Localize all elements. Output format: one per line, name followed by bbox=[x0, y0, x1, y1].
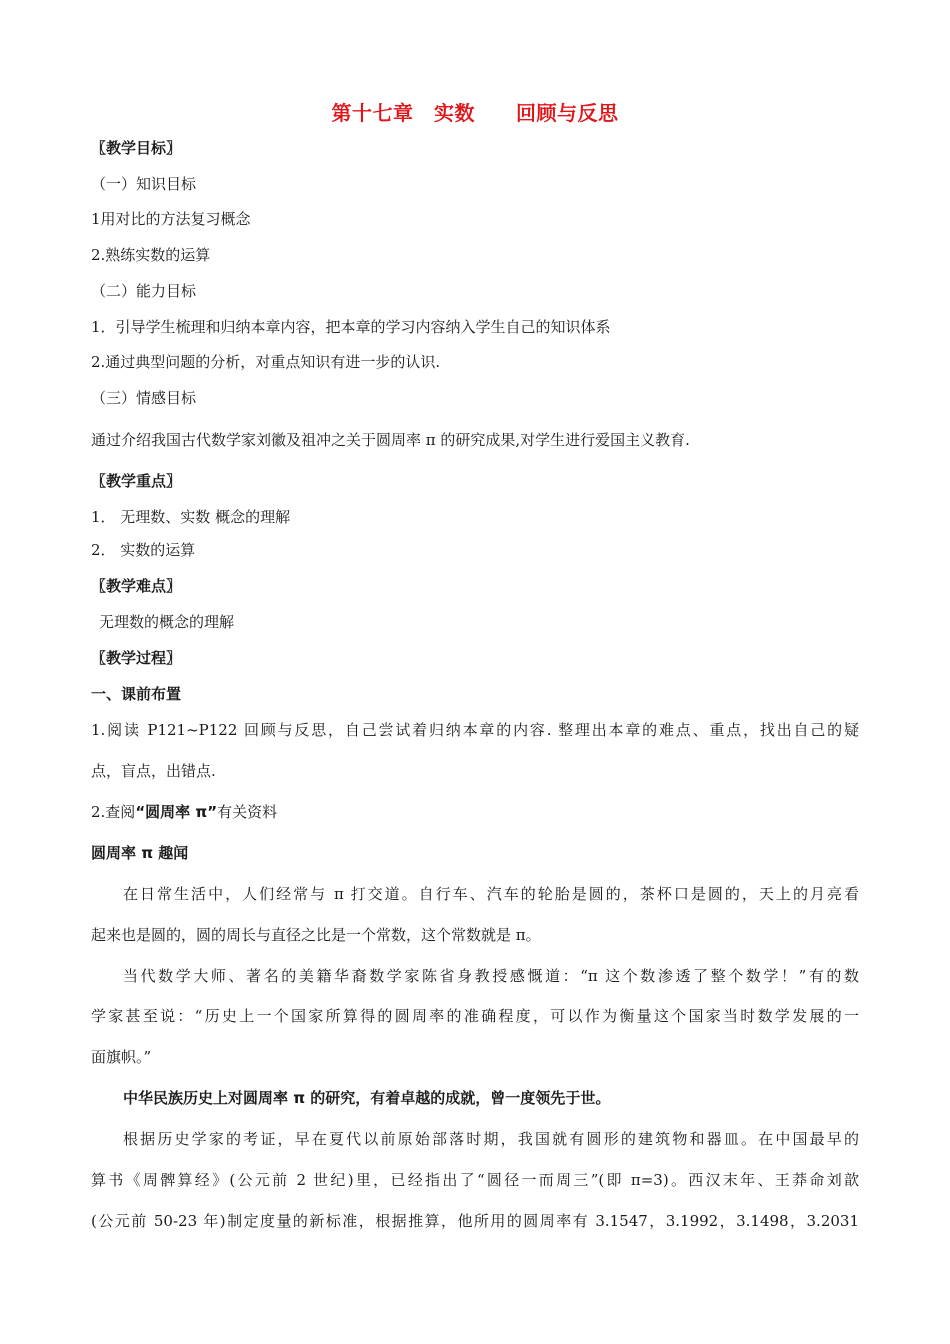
paragraph-line: 学家甚至说：“历史上一个国家所算得的圆周率的准确程度，可以作为衡量这个国家当时数学发展的一 bbox=[91, 1007, 859, 1025]
subheading-emotion: （三）情感目标 bbox=[91, 389, 197, 407]
paragraph-line: 当代数学大师、著名的美籍华裔数学家陈省身教授感慨道：“π 这个数渗透了整个数学！”有的数 bbox=[123, 967, 859, 985]
paragraph-line: 起来也是圆的，圆的周长与直径之比是一个常数，这个常数就是 π。 bbox=[91, 926, 541, 944]
list-item: 1．引导学生梳理和归纳本章内容，把本章的学习内容纳入学生自己的知识体系 bbox=[91, 318, 611, 336]
paragraph-line: 在日常生活中，人们经常与 π 打交道。自行车、汽车的轮胎是圆的，茶杯口是圆的，天上的月亮看 bbox=[123, 885, 859, 903]
item2-prefix: 2.查阅 bbox=[91, 803, 136, 821]
list-item: 1． 无理数、实数 概念的理解 bbox=[91, 508, 291, 526]
paragraph: 通过介绍我国古代数学家刘徽及祖冲之关于圆周率 π 的研究成果,对学生进行爱国主义教育. bbox=[91, 431, 690, 449]
section-heading-key: 〖教学重点〗 bbox=[91, 472, 182, 490]
paragraph-line: 面旗帜。” bbox=[91, 1048, 152, 1066]
list-item: 2.通过典型问题的分析，对重点知识有进一步的认识. bbox=[91, 353, 441, 371]
paragraph-line: 根据历史学家的考证，早在夏代以前原始部落时期，我国就有圆形的建筑物和器皿。在中国最早的 bbox=[123, 1130, 859, 1148]
paragraph-line bbox=[91, 802, 277, 822]
page-title: 第十七章 实数 回顾与反思 bbox=[331, 101, 619, 125]
subsection-heading-pi: 圆周率 π 趣闻 bbox=[91, 844, 189, 862]
subheading-ability: （二）能力目标 bbox=[91, 282, 197, 300]
paragraph-line: (公元前 50-23 年)制定度量的新标准，根据推算，他所用的圆周率有 3.1547，3.1992，3.1498，3.2031 bbox=[91, 1212, 859, 1230]
section-heading-goals: 〖教学目标〗 bbox=[91, 139, 182, 157]
section-heading-difficulty: 〖教学难点〗 bbox=[91, 577, 182, 595]
paragraph-line: 算书《周髀算经》(公元前 2 世纪)里，已经指出了“圆径一而周三”(即 π=3)。西汉末年、王莽命刘歆 bbox=[91, 1171, 859, 1189]
item2-suffix: 有关资料 bbox=[217, 803, 278, 821]
list-item: 无理数的概念的理解 bbox=[99, 613, 235, 631]
list-item: 1用对比的方法复习概念 bbox=[91, 210, 251, 228]
paragraph-line: 1.阅读 P121~P122 回顾与反思，自己尝试着归纳本章的内容. 整理出本章的难点、重点，找出自己的疑 bbox=[91, 721, 859, 739]
subsection-heading: 一、课前布置 bbox=[91, 685, 182, 703]
subheading-knowledge: （一）知识目标 bbox=[91, 175, 197, 193]
section-heading-process: 〖教学过程〗 bbox=[91, 649, 182, 667]
list-item: 2． 实数的运算 bbox=[91, 541, 196, 559]
item2-bold: “圆周率 π” bbox=[135, 803, 218, 821]
list-item: 2.熟练实数的运算 bbox=[91, 246, 211, 264]
paragraph-line: 点，盲点，出错点. bbox=[91, 762, 216, 780]
paragraph-bold: 中华民族历史上对圆周率 π 的研究，有着卓越的成就，曾一度领先于世。 bbox=[123, 1089, 611, 1107]
